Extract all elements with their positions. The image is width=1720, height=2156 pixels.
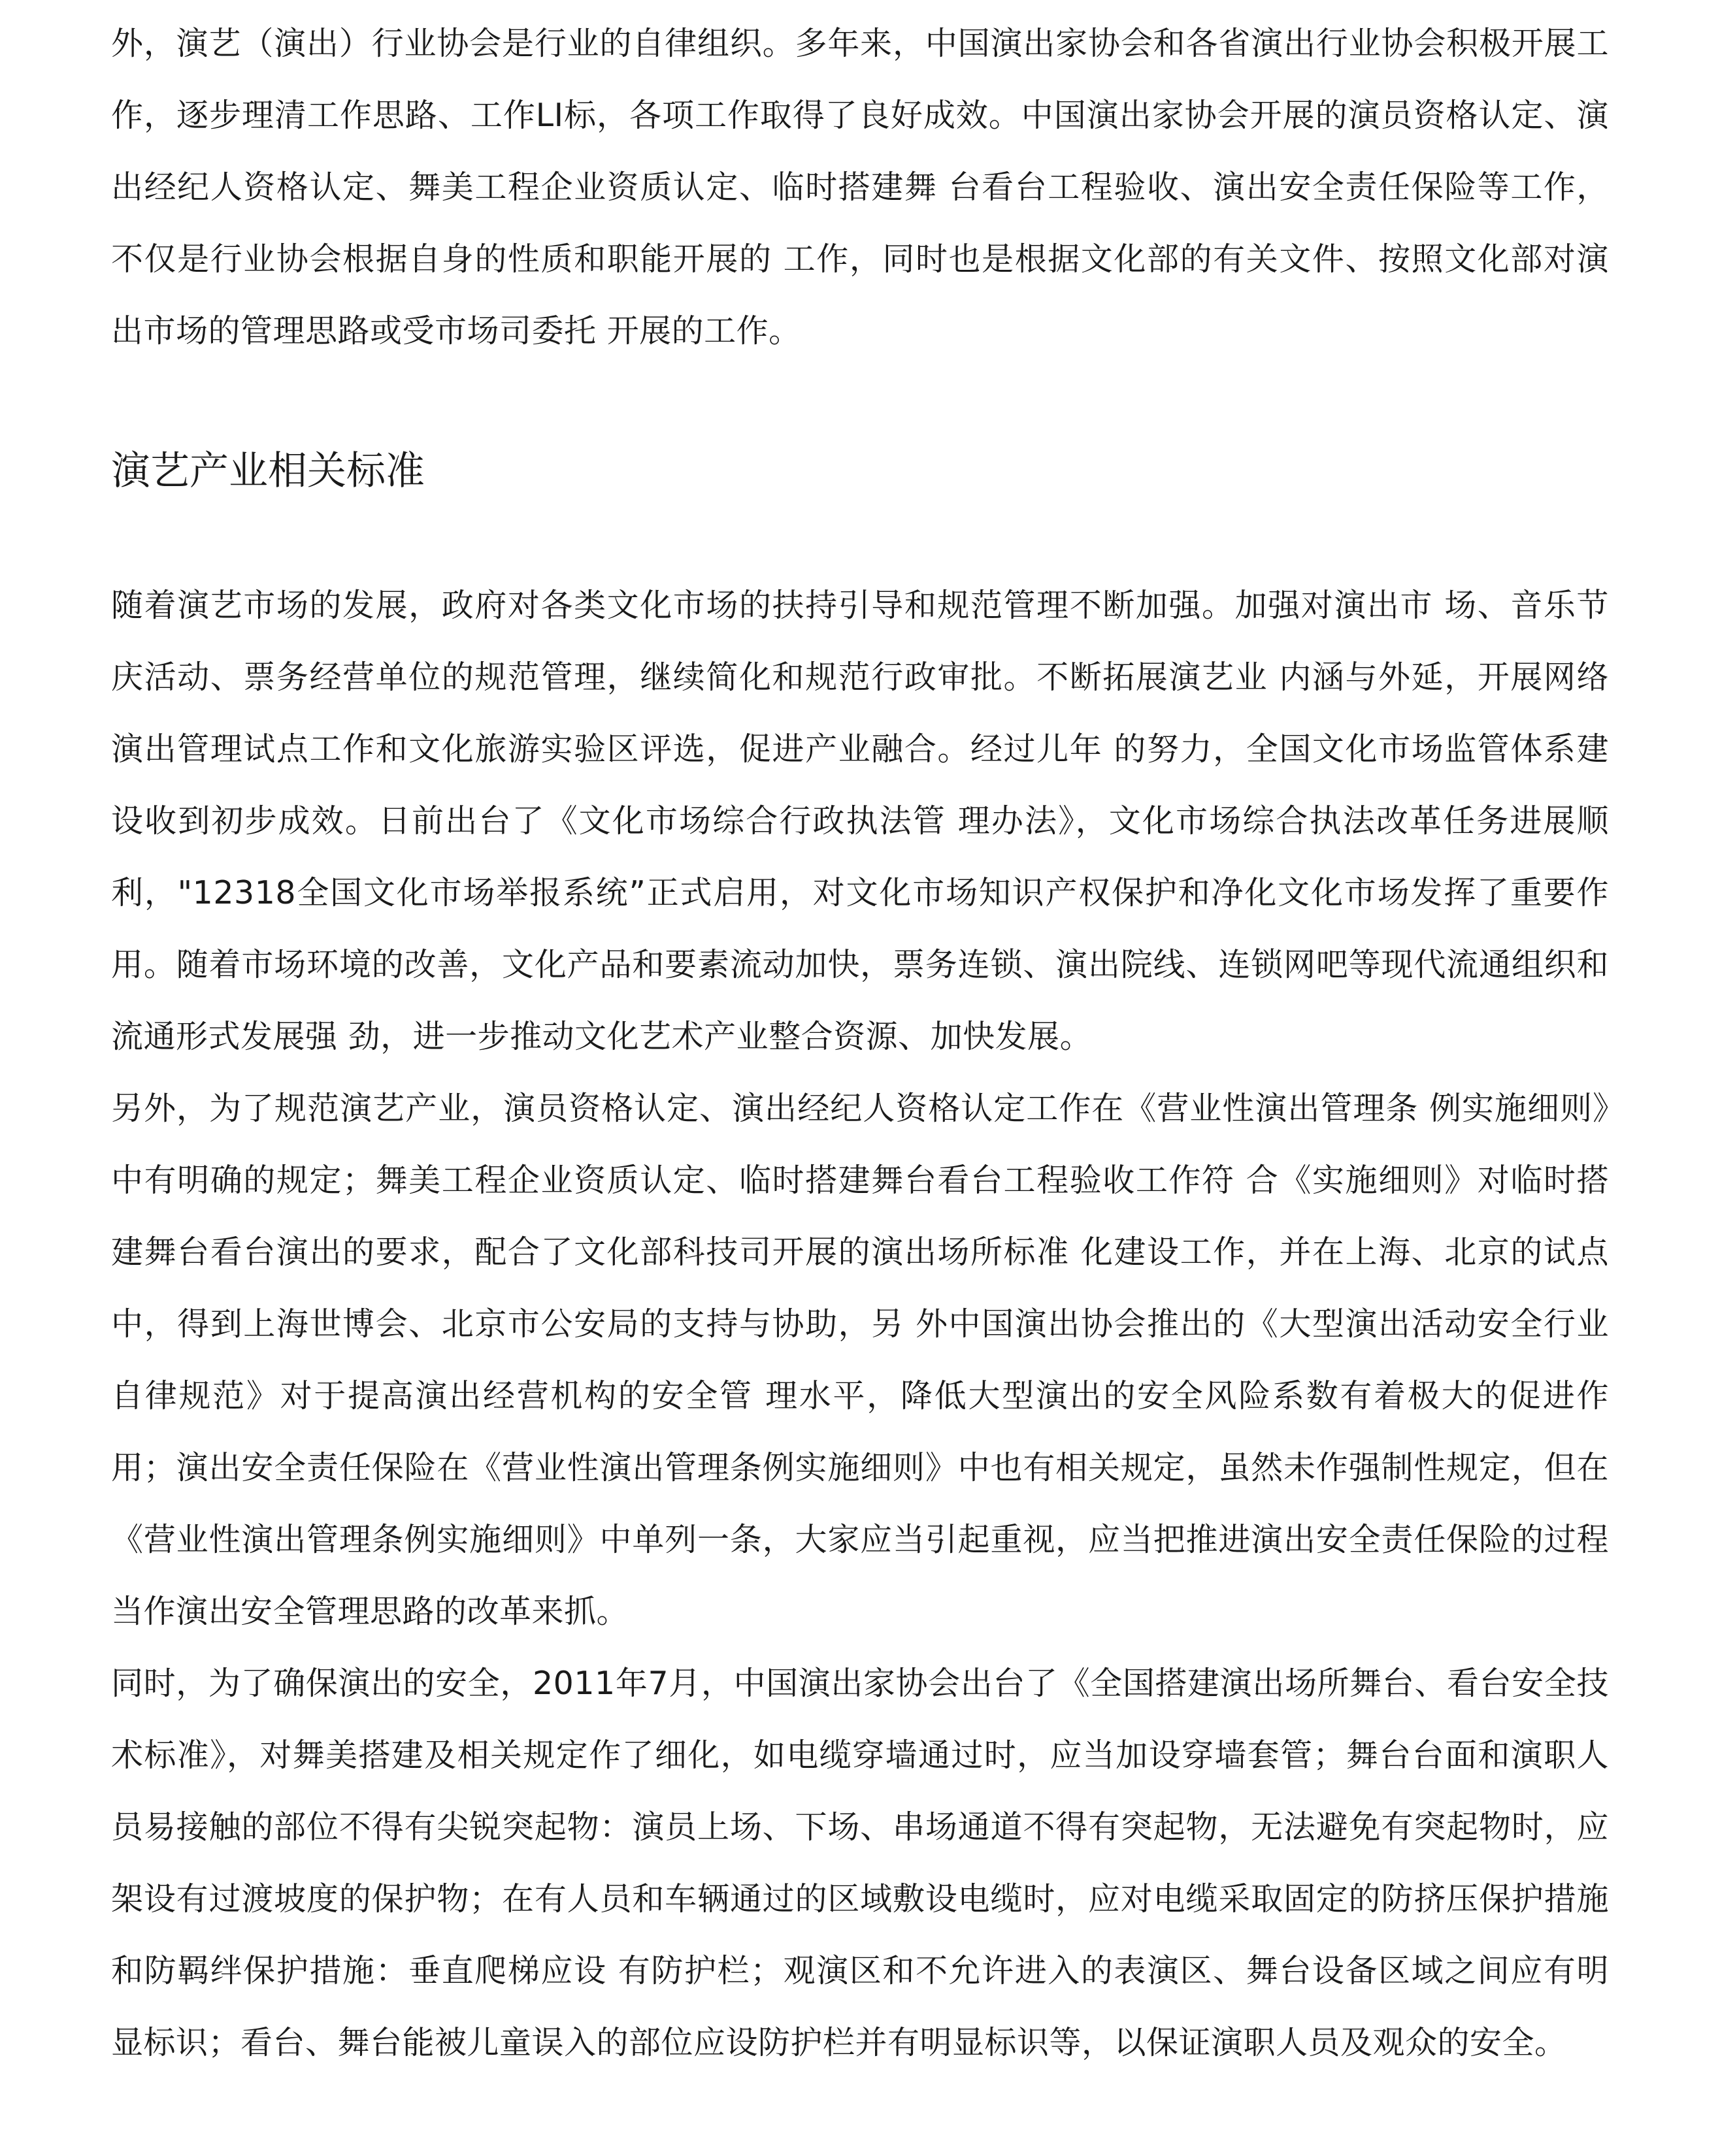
body-paragraph-3: 同时，为了确保演出的安全，2011年7月，中国演出家协会出台了《全国搭建演出场所舞台、看台安全技术标准》，对舞美搭建及相关规定作了细化，如电缆穿墙通过时，应当加设穿墙套管；舞台台面和演职人员易接触的部位不得有尖锐突起物：演员上场、下场、串场通道不得有突起物，无法避免有突起物时，应架设有过渡坡度的保护物；在有人员和车辆通过的区域敷设电缆时，应对电缆采取固定的防挤压保护措施和防羁绊保护措施：垂直爬梯应设 有防护栏；观演区和不允许进入的表演区、舞台设备区域之间应有明显标识；看台、舞台能被儿童误入的部位应设防护栏并有明显标识等，以保证演职人员及观众的安全。 xyxy=(111,1665,1609,2061)
intro-paragraph: 外，演艺（演出）行业协会是行业的自律组织。多年来，中国演出家协会和各省演出行业协会积极开展工作，逐步理清工作思路、工作LI标，各项工作取得了良好成效。中国演出家协会开展的演员资格认定、演出经纪人资格认定、舞美工程企业资质认定、临时搭建舞 台看台工程验收、演出安全责任保险等工作，不仅是行业协会根据自身的性质和职能开展的 工作，同时也是根据文化部的有关文件、按照文化部对演出市场的管理思路或受市场司委托 开展的工作。 xyxy=(111,25,1609,350)
body-paragraph-2: 另外，为了规范演艺产业，演员资格认定、演出经纪人资格认定工作在《营业性演出管理条 例实施细则》中有明确的规定；舞美工程企业资质认定、临时搭建舞台看台工程验收工作符 合《实施细则》对临时搭建舞台看台演出的要求，配合了文化部科技司开展的演出场所标准 化建设工作，并在上海、北京的试点中，得到上海世博会、北京市公安局的支持与协助，另 外中国演出协会推出的《大型演出活动安全行业自律规范》对于提高演出经营机构的安全管 理水平，降低大型演出的安全风险系数有着极大的促进作用；演出安全责任保险在《营业性演出管理条例实施细则》中也有相关规定，虽然未作强制性规定，但在《营业性演出管理条例实施细则》中单列一条，大家应当引起重视，应当把推进演出安全责任保险的过程当作演出安全管理思路的改革来抓。 xyxy=(111,1090,1609,1630)
body-paragraph-1: 随着演艺市场的发展，政府对各类文化市场的扶持引导和规范管理不断加强。加强对演出市 场、音乐节庆活动、票务经营单位的规范管理，继续简化和规范行政审批。不断拓展演艺业 内涵与外延，开展网络演出管理试点工作和文化旅游实验区评选，促进产业融合。经过儿年 的努力，全国文化市场监管体系建设收到初步成效。日前出台了《文化市场综合行政执法管 理办法》，文化市场综合执法改革任务进展顺利，"12318全国文化市场举报系统”正式启用，对文化市场知识产权保护和净化文化市场发挥了重要作用。随着市场环境的改善，文化产品和要素流动加快，票务连锁、演出院线、连锁网吧等现代流通组织和流通形式发展强 劲，进一步推动文化艺术产业整合资源、加快发展。 xyxy=(111,587,1609,1055)
section-heading: 演艺产业相关标准 xyxy=(111,448,425,494)
